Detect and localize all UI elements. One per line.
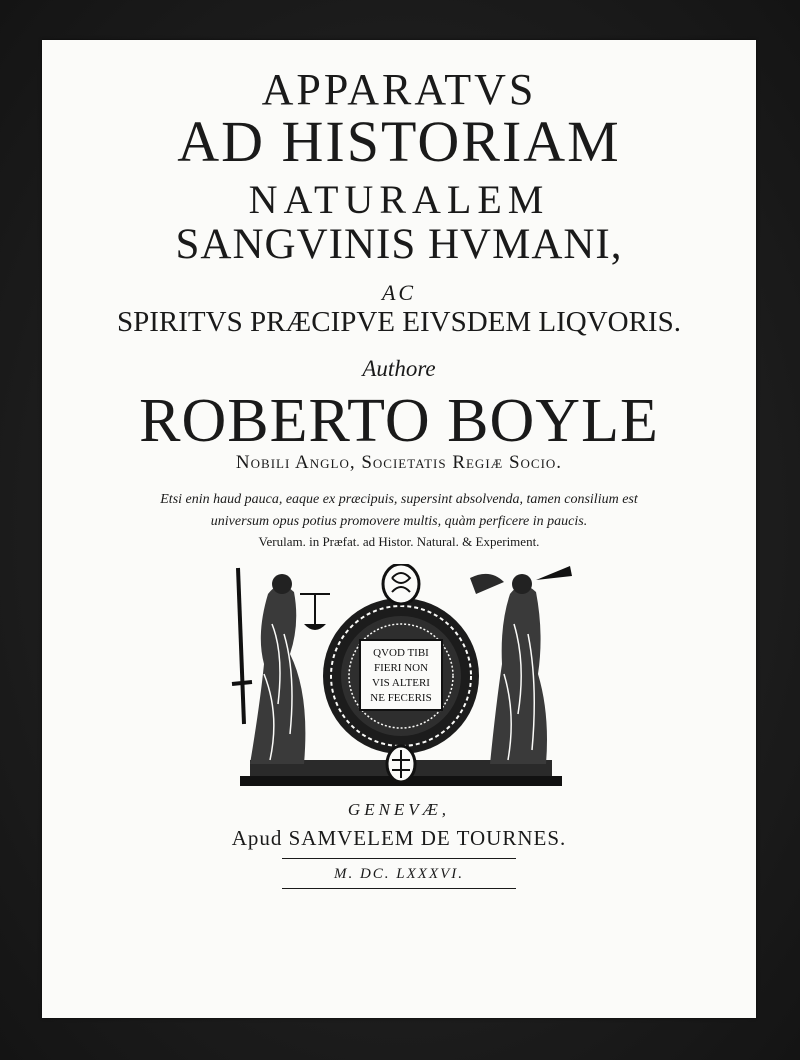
title-page (42, 40, 756, 1018)
epigraph-line-1: Etsi enin haud pauca, eaque ex præcipuis, supersint absolvenda, tamen consilium est (160, 492, 638, 507)
title-line-3: NATURALEM (248, 177, 550, 222)
author-name: ROBERTO BOYLE (139, 387, 659, 455)
top-cartouche (383, 564, 419, 604)
title-line-5: AC (381, 280, 417, 305)
imprint-date: M. DC. LXXXVI. (333, 866, 465, 882)
justice-figure (232, 568, 330, 764)
title-line-4: SANGVINIS HVMANI, (175, 221, 623, 268)
device-motto-line-1: QVOD TIBI (373, 647, 429, 659)
author-label: Authore (362, 356, 436, 381)
device-motto-line-4: NE FECERIS (370, 692, 432, 704)
epigraph-line-2: universum opus potius promovere multis, quàm perficere in paucis. (210, 514, 588, 529)
imprint-place: GENEVÆ, (347, 800, 451, 819)
date-rule-bottom (282, 888, 516, 889)
device-motto-line-2: FIERI NON (373, 662, 429, 674)
title-line-6: SPIRITVS PRÆCIPVE EIVSDEM LIQVORIS. (117, 306, 681, 338)
central-medallion (323, 598, 479, 754)
title-line-2: AD HISTORIAM (177, 109, 621, 174)
device-motto-line-3: VIS ALTERI (372, 677, 430, 689)
author-description: Nobili Anglo, Societatis Regiæ Socio. (235, 452, 563, 473)
title-line-1: APPARATVS (261, 65, 537, 114)
epigraph-source: Verulam. in Præfat. ad Histor. Natural. & Experiment. (258, 534, 540, 549)
printers-device-woodcut (220, 564, 582, 790)
imprint-publisher: Apud SAMVELEM DE TOURNES. (231, 826, 567, 850)
fame-figure (470, 566, 572, 764)
bottom-cartouche (387, 746, 415, 782)
date-rule-top (282, 858, 516, 859)
